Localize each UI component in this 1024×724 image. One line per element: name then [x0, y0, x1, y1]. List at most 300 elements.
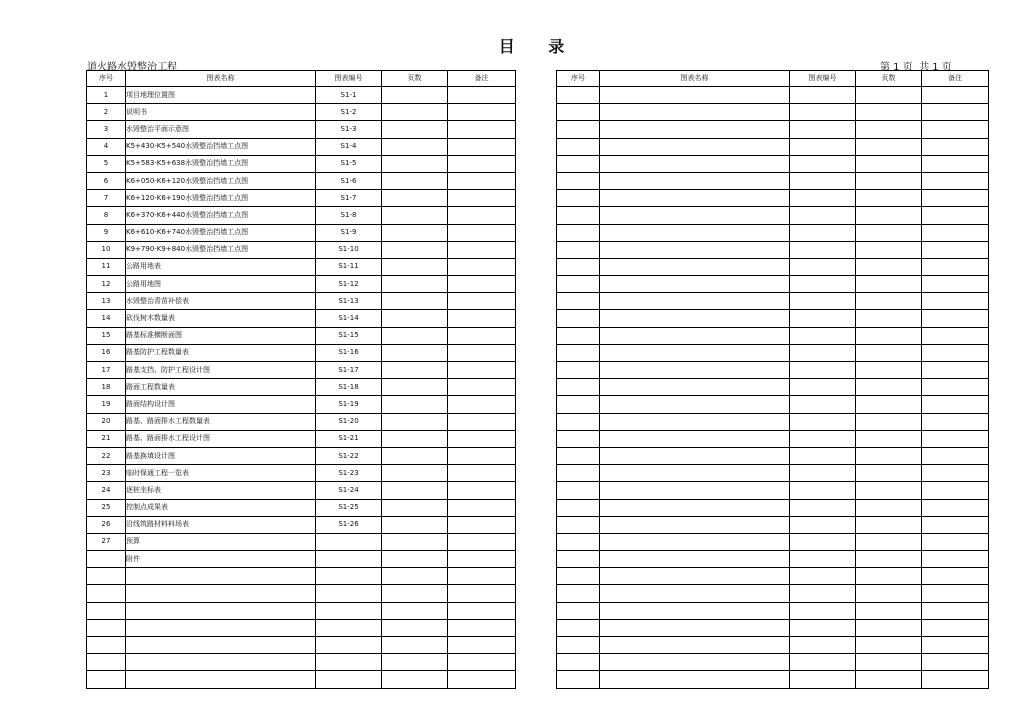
table-row — [87, 190, 516, 207]
cell-remarks — [922, 551, 989, 568]
table-row — [87, 121, 516, 138]
cell-code: S1-3 — [316, 121, 382, 138]
cell-code: S1-8 — [316, 207, 382, 224]
cell-name: 路基支挡、防护工程设计图 — [126, 362, 316, 379]
table-row — [557, 654, 989, 671]
cell-remarks — [922, 258, 989, 275]
cell-index — [557, 654, 600, 671]
cell-code — [790, 87, 856, 104]
cell-remarks — [448, 155, 516, 172]
cell-index — [557, 276, 600, 293]
cell-pages — [856, 104, 922, 121]
table-row — [87, 310, 516, 327]
cell-name: 路面结构设计图 — [126, 396, 316, 413]
cell-index — [557, 465, 600, 482]
cell-name — [600, 207, 790, 224]
cell-name — [600, 138, 790, 155]
table-row — [557, 258, 989, 275]
table-row — [557, 499, 989, 516]
cell-pages — [856, 413, 922, 430]
cell-remarks — [448, 379, 516, 396]
table-row — [557, 121, 989, 138]
cell-name — [600, 190, 790, 207]
cell-name — [600, 327, 790, 344]
cell-name: 附件 — [126, 551, 316, 568]
cell-remarks — [448, 465, 516, 482]
cell-name — [600, 362, 790, 379]
cell-code — [316, 654, 382, 671]
cell-remarks — [448, 482, 516, 499]
cell-pages — [382, 602, 448, 619]
cell-remarks — [448, 258, 516, 275]
cell-pages — [856, 465, 922, 482]
cell-remarks — [448, 619, 516, 636]
cell-name — [600, 619, 790, 636]
cell-index — [557, 671, 600, 688]
cell-name: 砍伐树木数量表 — [126, 310, 316, 327]
cell-pages — [856, 310, 922, 327]
cell-remarks — [922, 585, 989, 602]
table-row — [557, 172, 989, 189]
cell-index — [557, 104, 600, 121]
table-row — [557, 637, 989, 654]
cell-pages — [382, 172, 448, 189]
cell-pages — [856, 344, 922, 361]
cell-code — [790, 499, 856, 516]
cell-name: K6+610-K6+740水毁整治挡墙工点图 — [126, 224, 316, 241]
col-header-pages: 页数 — [382, 71, 448, 87]
cell-name: K5+430-K5+540水毁整治挡墙工点图 — [126, 138, 316, 155]
cell-remarks — [448, 654, 516, 671]
cell-name — [600, 396, 790, 413]
cell-pages — [856, 241, 922, 258]
table-row — [557, 413, 989, 430]
table-row — [557, 327, 989, 344]
cell-name — [126, 637, 316, 654]
table-row — [87, 465, 516, 482]
cell-remarks — [922, 413, 989, 430]
cell-name — [600, 447, 790, 464]
cell-remarks — [448, 533, 516, 550]
cell-name: 路基防护工程数量表 — [126, 344, 316, 361]
cell-pages — [856, 619, 922, 636]
cell-code: S1-13 — [316, 293, 382, 310]
cell-name — [600, 430, 790, 447]
cell-index — [557, 413, 600, 430]
cell-remarks — [922, 568, 989, 585]
cell-index — [557, 362, 600, 379]
table-row — [87, 499, 516, 516]
table-row — [557, 293, 989, 310]
cell-code — [790, 293, 856, 310]
cell-pages — [856, 362, 922, 379]
cell-pages — [856, 430, 922, 447]
cell-remarks — [922, 637, 989, 654]
cell-code — [790, 413, 856, 430]
col-header-index: 序号 — [557, 71, 600, 87]
table-row — [557, 516, 989, 533]
cell-code — [790, 172, 856, 189]
cell-index: 16 — [87, 344, 126, 361]
cell-remarks — [448, 327, 516, 344]
cell-name — [600, 499, 790, 516]
col-header-code: 图表编号 — [790, 71, 856, 87]
table-row — [87, 104, 516, 121]
cell-index — [87, 585, 126, 602]
cell-index — [557, 190, 600, 207]
cell-index — [87, 671, 126, 688]
cell-pages — [382, 362, 448, 379]
cell-index — [557, 258, 600, 275]
cell-name — [126, 619, 316, 636]
table-row — [557, 430, 989, 447]
cell-code: S1-23 — [316, 465, 382, 482]
cell-index: 6 — [87, 172, 126, 189]
table-row — [87, 671, 516, 688]
cell-code: S1-12 — [316, 276, 382, 293]
table-header-row — [557, 71, 989, 87]
cell-pages — [382, 207, 448, 224]
cell-index: 22 — [87, 447, 126, 464]
cell-code: S1-16 — [316, 344, 382, 361]
cell-index: 8 — [87, 207, 126, 224]
table-row — [87, 430, 516, 447]
cell-remarks — [922, 516, 989, 533]
cell-index — [557, 619, 600, 636]
table-row — [87, 396, 516, 413]
cell-remarks — [922, 121, 989, 138]
cell-index — [557, 396, 600, 413]
cell-code — [316, 619, 382, 636]
cell-name — [600, 276, 790, 293]
cell-code — [790, 241, 856, 258]
cell-name — [126, 568, 316, 585]
cell-remarks — [448, 104, 516, 121]
cell-pages — [382, 258, 448, 275]
cell-index — [557, 533, 600, 550]
col-header-code: 图表编号 — [316, 71, 382, 87]
table-row — [87, 585, 516, 602]
cell-name: 项目地理位置图 — [126, 87, 316, 104]
cell-index — [557, 499, 600, 516]
cell-pages — [382, 138, 448, 155]
cell-name: 路面工程数量表 — [126, 379, 316, 396]
cell-pages — [382, 293, 448, 310]
cell-index: 3 — [87, 121, 126, 138]
cell-code — [790, 379, 856, 396]
cell-code — [790, 465, 856, 482]
col-header-pages: 页数 — [856, 71, 922, 87]
table-row — [87, 276, 516, 293]
cell-index — [87, 654, 126, 671]
cell-name — [600, 155, 790, 172]
cell-name — [600, 465, 790, 482]
cell-pages — [856, 258, 922, 275]
cell-index: 7 — [87, 190, 126, 207]
cell-pages — [382, 121, 448, 138]
table-row — [87, 568, 516, 585]
cell-pages — [382, 671, 448, 688]
cell-remarks — [922, 310, 989, 327]
cell-code — [790, 637, 856, 654]
cell-remarks — [922, 430, 989, 447]
table-row — [557, 276, 989, 293]
cell-pages — [382, 447, 448, 464]
col-header-remarks: 备注 — [922, 71, 989, 87]
col-header-name: 图表名称 — [600, 71, 790, 87]
cell-pages — [856, 533, 922, 550]
cell-code — [790, 362, 856, 379]
cell-pages — [382, 533, 448, 550]
cell-remarks — [922, 104, 989, 121]
cell-remarks — [922, 241, 989, 258]
cell-pages — [382, 155, 448, 172]
table-row — [557, 379, 989, 396]
table-row — [557, 241, 989, 258]
table-row — [557, 671, 989, 688]
cell-index: 18 — [87, 379, 126, 396]
cell-code — [790, 602, 856, 619]
cell-pages — [382, 551, 448, 568]
cell-index: 5 — [87, 155, 126, 172]
cell-remarks — [448, 362, 516, 379]
cell-remarks — [448, 671, 516, 688]
table-row — [87, 551, 516, 568]
cell-code — [790, 447, 856, 464]
table-row — [557, 619, 989, 636]
table-row — [87, 207, 516, 224]
cell-name: 沿线筑路材料料场表 — [126, 516, 316, 533]
cell-remarks — [448, 413, 516, 430]
cell-code — [790, 396, 856, 413]
cell-code — [790, 671, 856, 688]
cell-name: K6+370-K6+440水毁整治挡墙工点图 — [126, 207, 316, 224]
table-header-row — [87, 71, 516, 87]
cell-pages — [856, 276, 922, 293]
cell-name — [600, 671, 790, 688]
cell-name: 水毁整治青苗补偿表 — [126, 293, 316, 310]
cell-code — [316, 671, 382, 688]
cell-remarks — [922, 654, 989, 671]
cell-remarks — [448, 637, 516, 654]
cell-name — [600, 482, 790, 499]
cell-index — [557, 327, 600, 344]
cell-name — [600, 87, 790, 104]
cell-pages — [382, 499, 448, 516]
cell-code — [316, 568, 382, 585]
cell-remarks — [922, 224, 989, 241]
cell-pages — [856, 190, 922, 207]
table-row — [557, 551, 989, 568]
cell-name — [600, 224, 790, 241]
cell-pages — [856, 602, 922, 619]
cell-remarks — [448, 241, 516, 258]
cell-code — [790, 224, 856, 241]
cell-code: S1-21 — [316, 430, 382, 447]
cell-pages — [856, 499, 922, 516]
project-name: 道火路水毁整治工程 — [87, 62, 177, 73]
cell-code — [790, 482, 856, 499]
table-row — [557, 447, 989, 464]
cell-code — [790, 207, 856, 224]
cell-code — [316, 551, 382, 568]
table-row — [557, 138, 989, 155]
cell-code — [790, 533, 856, 550]
cell-pages — [856, 447, 922, 464]
cell-code — [790, 258, 856, 275]
cell-index: 9 — [87, 224, 126, 241]
cell-index — [87, 568, 126, 585]
table-row — [557, 207, 989, 224]
cell-remarks — [448, 499, 516, 516]
cell-remarks — [448, 138, 516, 155]
cell-index — [87, 637, 126, 654]
cell-remarks — [448, 224, 516, 241]
cell-index — [557, 430, 600, 447]
cell-remarks — [448, 568, 516, 585]
cell-code — [790, 344, 856, 361]
cell-code — [790, 568, 856, 585]
table-row — [87, 447, 516, 464]
cell-pages — [382, 276, 448, 293]
table-row — [87, 327, 516, 344]
cell-remarks — [448, 293, 516, 310]
table-row — [557, 602, 989, 619]
cell-index — [557, 207, 600, 224]
cell-name — [600, 293, 790, 310]
cell-index — [557, 344, 600, 361]
cell-remarks — [448, 551, 516, 568]
cell-code: S1-18 — [316, 379, 382, 396]
cell-pages — [856, 516, 922, 533]
cell-code: S1-2 — [316, 104, 382, 121]
cell-pages — [856, 585, 922, 602]
cell-name — [600, 258, 790, 275]
cell-index: 11 — [87, 258, 126, 275]
cell-index: 19 — [87, 396, 126, 413]
cell-remarks — [922, 396, 989, 413]
cell-index — [557, 516, 600, 533]
cell-code — [790, 121, 856, 138]
cell-name: 逐桩坐标表 — [126, 482, 316, 499]
cell-pages — [856, 654, 922, 671]
cell-name — [126, 671, 316, 688]
cell-name — [600, 568, 790, 585]
table-row — [87, 413, 516, 430]
cell-remarks — [922, 482, 989, 499]
cell-pages — [856, 121, 922, 138]
cell-index: 1 — [87, 87, 126, 104]
cell-index — [557, 241, 600, 258]
cell-remarks — [922, 155, 989, 172]
cell-name — [600, 310, 790, 327]
toc-table-right — [556, 70, 989, 689]
cell-pages — [382, 482, 448, 499]
cell-code — [316, 637, 382, 654]
cell-name — [600, 516, 790, 533]
cell-remarks — [448, 344, 516, 361]
cell-code: S1-22 — [316, 447, 382, 464]
cell-pages — [856, 293, 922, 310]
cell-index — [557, 172, 600, 189]
cell-name: K6+120-K6+190水毁整治挡墙工点图 — [126, 190, 316, 207]
cell-remarks — [922, 190, 989, 207]
cell-code — [790, 327, 856, 344]
cell-name: 水毁整治平面示意图 — [126, 121, 316, 138]
cell-pages — [382, 654, 448, 671]
cell-pages — [382, 396, 448, 413]
cell-pages — [382, 637, 448, 654]
cell-remarks — [448, 516, 516, 533]
cell-index: 25 — [87, 499, 126, 516]
cell-code — [790, 104, 856, 121]
cell-pages — [856, 671, 922, 688]
cell-code: S1-15 — [316, 327, 382, 344]
cell-index: 26 — [87, 516, 126, 533]
table-row — [87, 619, 516, 636]
cell-index — [557, 224, 600, 241]
cell-name: 路基、路面排水工程设计图 — [126, 430, 316, 447]
cell-pages — [382, 224, 448, 241]
cell-name — [600, 104, 790, 121]
cell-name — [600, 585, 790, 602]
cell-code: S1-24 — [316, 482, 382, 499]
cell-remarks — [922, 671, 989, 688]
cell-name — [126, 585, 316, 602]
cell-pages — [382, 568, 448, 585]
cell-index: 14 — [87, 310, 126, 327]
cell-remarks — [448, 447, 516, 464]
table-row — [557, 533, 989, 550]
cell-pages — [382, 87, 448, 104]
table-row — [87, 654, 516, 671]
cell-pages — [856, 379, 922, 396]
cell-index: 23 — [87, 465, 126, 482]
cell-name: K9+790-K9+840水毁整治挡墙工点图 — [126, 241, 316, 258]
cell-remarks — [448, 172, 516, 189]
table-row — [557, 568, 989, 585]
cell-index — [557, 568, 600, 585]
cell-remarks — [922, 138, 989, 155]
cell-index: 10 — [87, 241, 126, 258]
page-title: 目 录 — [498, 37, 579, 56]
cell-remarks — [448, 190, 516, 207]
table-row — [87, 602, 516, 619]
cell-remarks — [448, 207, 516, 224]
table-row — [557, 104, 989, 121]
table-row — [557, 482, 989, 499]
cell-code — [790, 310, 856, 327]
cell-name — [600, 379, 790, 396]
cell-code: S1-4 — [316, 138, 382, 155]
table-row — [557, 155, 989, 172]
table-row — [87, 362, 516, 379]
cell-index: 4 — [87, 138, 126, 155]
cell-remarks — [448, 121, 516, 138]
cell-code — [316, 533, 382, 550]
col-header-name: 图表名称 — [126, 71, 316, 87]
cell-pages — [382, 310, 448, 327]
cell-index — [87, 551, 126, 568]
table-row — [87, 637, 516, 654]
cell-index: 13 — [87, 293, 126, 310]
cell-name: K5+583-K5+638水毁整治挡墙工点图 — [126, 155, 316, 172]
cell-remarks — [448, 430, 516, 447]
cell-name: 公路用地图 — [126, 276, 316, 293]
cell-pages — [856, 327, 922, 344]
cell-remarks — [922, 362, 989, 379]
cell-pages — [382, 585, 448, 602]
